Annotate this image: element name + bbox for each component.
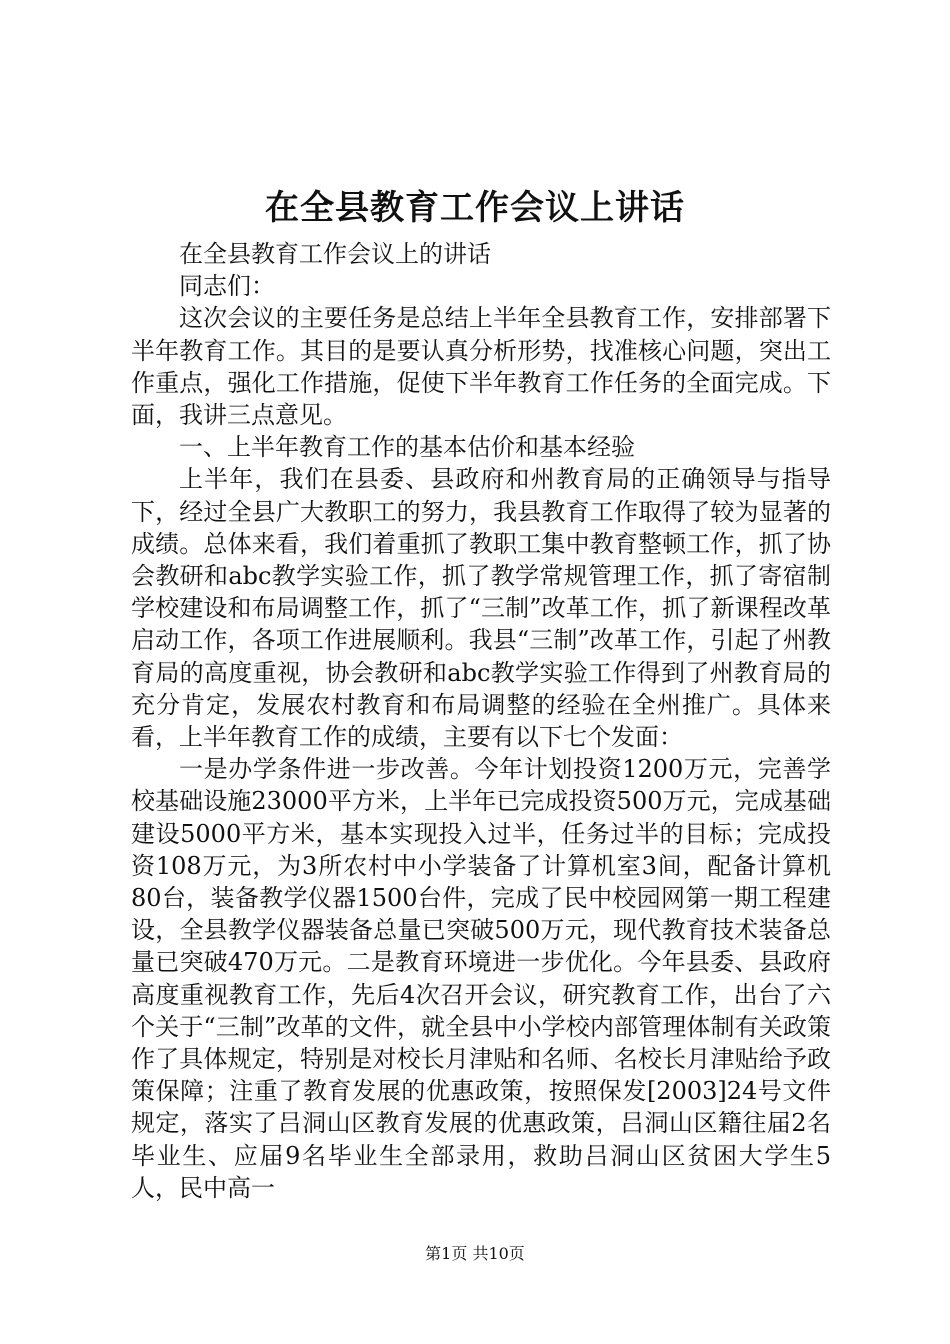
page-footer: 第1页 共10页 xyxy=(425,1244,525,1263)
subtitle-paragraph: 在全县教育工作会议上的讲话 xyxy=(179,240,491,268)
body-paragraph: 上半年，我们在县委、县政府和州教育局的正确领导与指导下，经过全县广大教职工的努力，我县教育工作取得了较为显著的成绩。总体来看，我们着重抓了教职工集中教育整顿工作，抓了协会教研和abc教学实验工作，抓了教学常规管理工作，抓了寄宿制学校建设和布局调整工作，抓了“三制”改革工作，抓了新课程改革启动工作，各项工作进展顺利。我县“三制”改革工作，引起了州教育局的高度重视，协会教研和abc教学实验工作得到了州教育局的充分肯定，发展农村教育和布局调整的经验在全州推广。具体来看，上半年教育工作的成绩，主要有以下七个发面： xyxy=(131,465,831,752)
body-paragraph: 一是办学条件进一步改善。今年计划投资1200万元，完善学校基础设施23000平方米，上半年已完成投资500万元，完成基础建设5000平方米，基本实现投入过半，任务过半的目标；完成投资108万元，为3所农村中小学装备了计算机室3间，配备计算机80台，装备教学仪器1500台件，完成了民中校园网第一期工程建设，全县教学仪器装备总量已突破500万元，现代教育技术装备总量已突破470万元。二是教育环境进一步优化。今年县委、县政府高度重视教育工作，先后4次召开会议，研究教育工作，出台了六个关于“三制”改革的文件，就全县中小学校内部管理体制有关政策作了具体规定，特别是对校长月津贴和名师、名校长月津贴给予政策保障；注重了教育发展的优惠政策，按照保发[2003]24号文件规定，落实了吕洞山区教育发展的优惠政策，吕洞山区籍往届2名毕业生、应届9名毕业生全部录用，救助吕洞山区贫困大学生5人，民中高一 xyxy=(131,755,831,1202)
section-heading: 一、上半年教育工作的基本估价和基本经验 xyxy=(179,433,635,462)
intro-paragraph: 这次会议的主要任务是总结上半年全县教育工作，安排部署下半年教育工作。其目的是要认真分析形势，找准核心问题，突出工作重点，强化工作措施，促使下半年教育工作任务的全面完成。下面，我讲三点意见。 xyxy=(131,304,831,430)
document-body xyxy=(131,238,831,1204)
salutation-paragraph: 同志们： xyxy=(179,272,275,301)
document-title: 在全县教育工作会议上讲话 xyxy=(265,188,685,228)
